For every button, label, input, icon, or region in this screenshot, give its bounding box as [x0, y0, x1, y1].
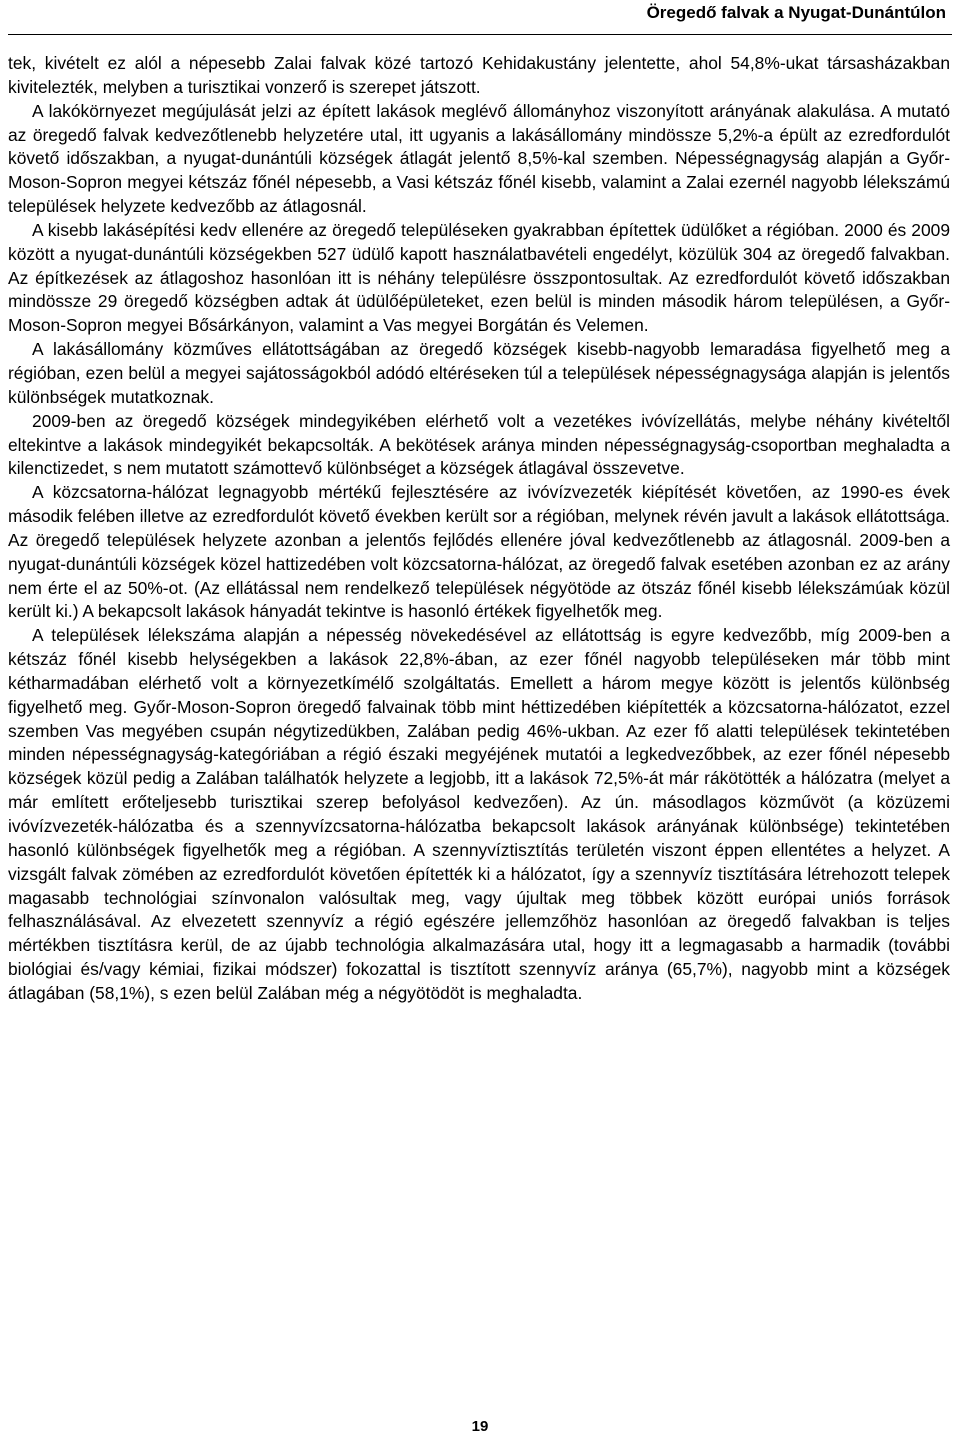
- paragraph-2: A lakókörnyezet megújulását jelzi az épített lakások meglévő állományhoz viszonyított arányának alakulása. A mutató az öregedő falvak kedvezőtlenebb helyzetére utal, itt ugyanis a lakásállomány mindössze 5,2%-a épült az ezredfordulót követő időszakban, a nyugat-dunántúli községek átlagát jelentő 8,5%-kal szemben. Népességnagyság alapján a Győr-Moson-Sopron megyei kétszáz főnél népesebb, a Vasi kétszáz főnél kisebb, valamint a Zalai ezernél nagyobb lélekszámú települések helyzete kedvezőbb az átlagosnál.: [8, 100, 950, 217]
- paragraph-4: A lakásállomány közműves ellátottságában az öregedő községek kisebb-nagyobb lemaradása figyelhető meg a régióban, ezen belül a megyei sajátosságokból adódó eltéréseken túl a települések népességnagysága alapján is jelentős különbségek mutatkoznak.: [8, 339, 950, 407]
- paragraph-5: 2009-ben az öregedő községek mindegyikében elérhető volt a vezetékes ivóvízellátás, melybe néhány kivételtől eltekintve a lakások mindegyikét bekapcsolták. A bekötések aránya minden népességnagyság-csoportban meghaladta a kilenctizedet, s nem mutatott számottevő különbséget a községek átlagával összevetve.: [8, 410, 950, 479]
- page-number: 19: [471, 1418, 489, 1435]
- running-header-title: Öregedő falvak a Nyugat-Dunántúlon: [646, 3, 946, 22]
- paragraph-1: tek, kivételt ez alól a népesebb Zalai falvak közé tartozó Kehidakustány jelentette, ahol 54,8%-ukat társasházakban kivitelezték, melyben a turisztikai vonzerő is szerepet játszott.: [8, 53, 950, 97]
- body-text: [8, 52, 950, 1006]
- paragraph-7: A települések lélekszáma alapján a népesség növekedésével az ellátottság is egyre kedvezőbb, míg 2009-ben a kétszáz főnél kisebb helységekben a lakások 22,8%-ában, az ezer főnél nagyobb településeken már több mint kétharmadában elérhető volt a környezetkímélő szolgáltatás. Emellett a három megye között is jelentős különbség figyelhető meg. Győr-Moson-Sopron öregedő falvainak több mint héttizedében kiépítették a közcsatorna-hálózatot, ezzel szemben Vas megyében csupán négytizedükben, Zalában pedig 46%-ukban. Az ezer fő alatti települések tekintetében minden népességnagyság-kategóriában a régió északi megyéjének mutatói a legkedvezőbbek, az ezer főnél népesebb községek közül pedig a Zalában találhatók helyzete a legjobb, itt a lakások 72,5%-át már rákötötték a hálózatra (melyet a már említett erőteljesebb turisztikai szerep befolyásol kedvezően). Az ún. másodlagos közművöt (a közüzemi ivóvízvezeték-hálózatba és a szennyvízcsatorna-hálózatba bekapcsolt lakások arányának különbsége) tekintetében hasonló különbségek figyelhetők meg a régióban. A szennyvíztisztítás területén viszont éppen ellentétes a helyzet. A vizsgált falvak zömében az ezredfordulót követően építették ki a hálózatot, így a szennyvíz tisztítására létrehozott telepek magasabb technológiai színvonalon valósultak meg, vagy újultak meg többek között európai uniós források felhasználásával. Az elvezetett szennyvíz a régió egészére jellemzőhöz hasonlóan az öregedő falvakban is teljes mértékben tisztításra kerül, de az újabb technológia alkalmazására utal, hogy itt a legmagasabb a harmadik (további biológiai és/vagy kémiai, fizikai módszer) fokozattal is tisztított szennyvíz aránya (65,7%), nagyobb mint a községek átlagában (58,1%), s ezen belül Zalában még a négyötödöt is meghaladta.: [8, 625, 950, 1003]
- paragraph-6: A közcsatorna-hálózat legnagyobb mértékű fejlesztésére az ivóvízvezeték kiépítését követően, az 1990-es évek második felében illetve az ezredfordulót követő években került sor a régióban, melynek révén javult a lakások ellátottsága. Az öregedő települések helyzete azonban a jelentős fejlődés ellenére jóval kedvezőtlenebb az átlagosnál. 2009-ben a nyugat-dunántúli községek közel hattizedében volt közcsatorna-hálózat, az öregedő falvak esetében azonban ez az arány nem érte el az 50%-ot. (Az ellátással nem rendelkező települések négyötöde az ötszáz főnél kisebb lélekszámúak közül került ki.) A bekapcsolt lakások hányadát tekintve is hasonló értékek figyelhetők meg.: [8, 482, 950, 622]
- paragraph-3: A kisebb lakásépítési kedv ellenére az öregedő településeken gyakrabban építettek üdülőket a régióban. 2000 és 2009 között a nyugat-dunántúli községekben 527 üdülő kapott használatbavételi engedélyt, közülük 304 az öregedő falvakban. Az építkezések az átlagoshoz hasonlóan itt is néhány településre összpontosultak. Az ezredfordulót követő időszakban mindössze 29 öregedő községben adtak át üdülőépületeket, ezen belül is minden második három településen, a Győr-Moson-Sopron megyei Bősárkányon, valamint a Vas megyei Borgátán és Velemen.: [8, 219, 950, 336]
- header-divider: [8, 34, 952, 35]
